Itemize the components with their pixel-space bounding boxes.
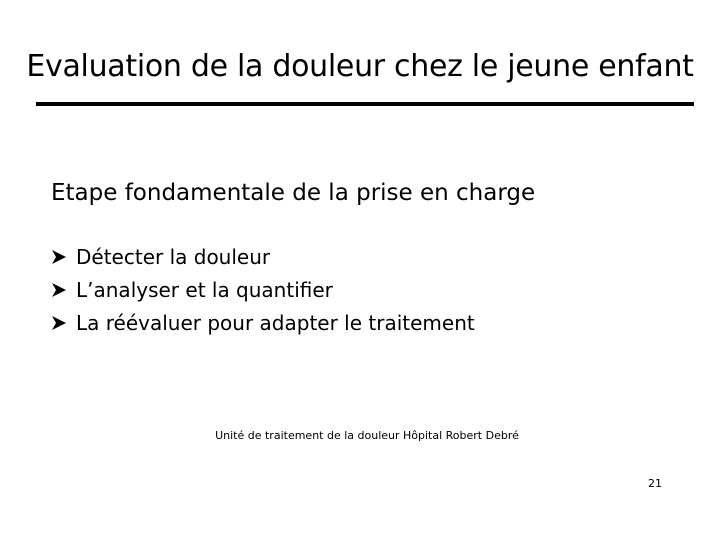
bullet-text: Détecter la douleur — [76, 244, 271, 269]
bullet-item — [51, 240, 475, 273]
slide-title: Evaluation de la douleur chez le jeune enfant — [26, 49, 694, 84]
bullet-text: La réévaluer pour adapter le traitement — [76, 310, 475, 335]
arrow-bullet-icon — [51, 282, 67, 298]
arrow-bullet-icon — [51, 249, 67, 265]
page-number: 21 — [648, 477, 662, 490]
title-underline — [36, 102, 694, 106]
footer-text: Unité de traitement de la douleur Hôpital Robert Debré — [215, 429, 519, 442]
bullet-item — [51, 306, 475, 339]
bullet-list — [51, 240, 475, 339]
arrow-bullet-icon — [51, 315, 67, 331]
bullet-text: L’analyser et la quantifier — [76, 277, 333, 302]
bullet-item — [51, 273, 475, 306]
slide-subtitle: Etape fondamentale de la prise en charge — [51, 180, 536, 206]
